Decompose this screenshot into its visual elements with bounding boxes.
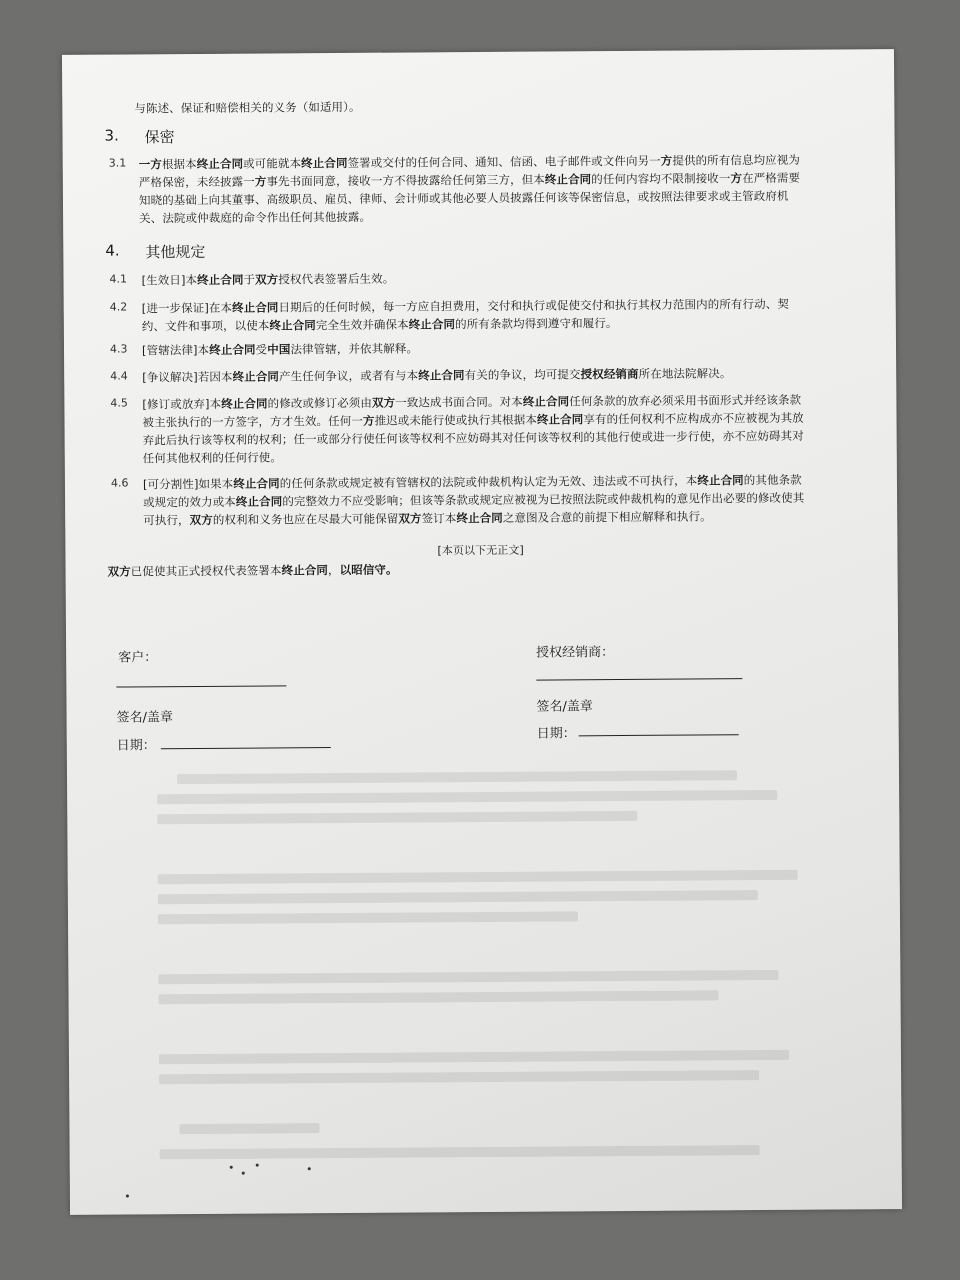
dealer-date-line[interactable]: [579, 734, 739, 736]
clause-number: 4.1: [109, 272, 128, 286]
clause-3-1-line: 知晓的基础上向其董事、高级职员、雇员、律师、会计师或其他必要人员披露任何该等保密信息，或按照法律要求或主管政府机: [138, 188, 789, 208]
clause-line: [争议解决]若因本终止合同产生任何争议，或者有与本终止合同有关的争议，均可提交授权经销商所在地法院解决。: [142, 366, 732, 385]
clause-3-1-line: 严格保密，未经披露一方事先书面同意，接收一方不得披露给任何第三方，但本终止合同的任何内容均不限制接收一方在严格需要: [138, 170, 801, 190]
clause-number: 4.3: [109, 342, 128, 356]
speck: [256, 1164, 259, 1167]
customer-date-label: 日期：: [116, 738, 156, 754]
clause-line: 任何其他权利的任何行使。: [142, 450, 283, 466]
section3-title: 保密: [144, 128, 175, 147]
clause-number: 4.4: [110, 369, 128, 383]
clause-number: 4.6: [110, 476, 129, 490]
clause-3-1-line: 关、法院或仲裁庭的命令作出任何其他披露。: [139, 209, 372, 226]
customer-label: 客户：: [118, 650, 158, 666]
clause-line: [可分割性]如果本终止合同的任何条款或规定被有管辖权的法院或仲裁机构认定为无效、违法或不可执行，本终止合同的其他条款: [142, 472, 802, 492]
dealer-date-label: 日期：: [536, 726, 576, 742]
clause-line: [修订或放弃]本终止合同的修改或修订必须由双方一致达成书面合同。对本终止合同任何条款的放弃必须采用书面形式并经该条款: [142, 392, 802, 412]
customer-date-line[interactable]: [161, 747, 331, 749]
clause-line: [管辖法律]本终止合同受中国法律管辖，并依其解释。: [141, 341, 419, 358]
section4-number: 4.: [105, 241, 120, 260]
clause-line: 被主张执行的一方签字，方才生效。任何一方推迟或未能行使或执行其根据本终止合同享有的任何权利不应构成亦不应被视为其放: [142, 410, 804, 430]
section3-number: 3.: [104, 126, 119, 145]
clause-line: 约、文件和事项，以使本终止合同完全生效并确保本终止合同的所有条款均得到遵守和履行。: [141, 316, 618, 334]
witness-statement: 双方已促使其正式授权代表签署本终止合同，以昭信守。: [107, 562, 398, 579]
speck: [308, 1167, 311, 1170]
clause-line: [进一步保证]在本终止合同日期后的任何时候，每一方应自担费用，交付和执行或促使交付和执行其权力范围内的所有行动、契: [141, 296, 789, 316]
customer-signature-line[interactable]: [116, 685, 286, 687]
bleed-through-text: [137, 750, 840, 1175]
dealer-label: 授权经销商：: [536, 645, 615, 661]
clause-3-1-number: 3.1: [108, 156, 127, 170]
clause-line: [生效日]本终止合同于双方授权代表签署后生效。: [141, 271, 395, 288]
section4-title: 其他规定: [145, 242, 206, 262]
section2-tail: 与陈述、保证和赔偿相关的义务（如适用）。: [134, 99, 361, 116]
clause-3-1-line: 一方根据本终止合同或可能就本终止合同签署或交付的任何合同、通知、信函、电子邮件或文件向另一方提供的所有信息均应视为: [138, 152, 801, 172]
speck: [126, 1194, 129, 1197]
clause-line: 弃此后执行该等权利的权利；任一或部分行使任何该等权利不应妨碍其对任何该等权利的其他行使或进一步行使，亦不应妨碍其对: [142, 428, 804, 448]
customer-sign-seal-label: 签名/盖章: [116, 710, 174, 726]
no-text-below: [本页以下无正文]: [437, 543, 524, 558]
dealer-sign-seal-label: 签名/盖章: [536, 699, 593, 715]
speck: [242, 1172, 245, 1175]
dealer-signature-line[interactable]: [536, 678, 742, 680]
clause-number: 4.5: [110, 396, 128, 410]
clause-line: 可执行，双方的权利和义务也应在尽最大可能保留双方签订本终止合同之意图及合意的前提下相应解释和执行。: [143, 509, 712, 528]
clause-line: 或规定的效力或本终止合同的完整效力不应受影响；但该等条款或规定应被视为已按照法院或仲裁机构的意见作出必要的修改使其: [143, 490, 805, 510]
document-page: [62, 49, 902, 1215]
speck: [230, 1166, 233, 1169]
clause-number: 4.2: [109, 300, 128, 314]
